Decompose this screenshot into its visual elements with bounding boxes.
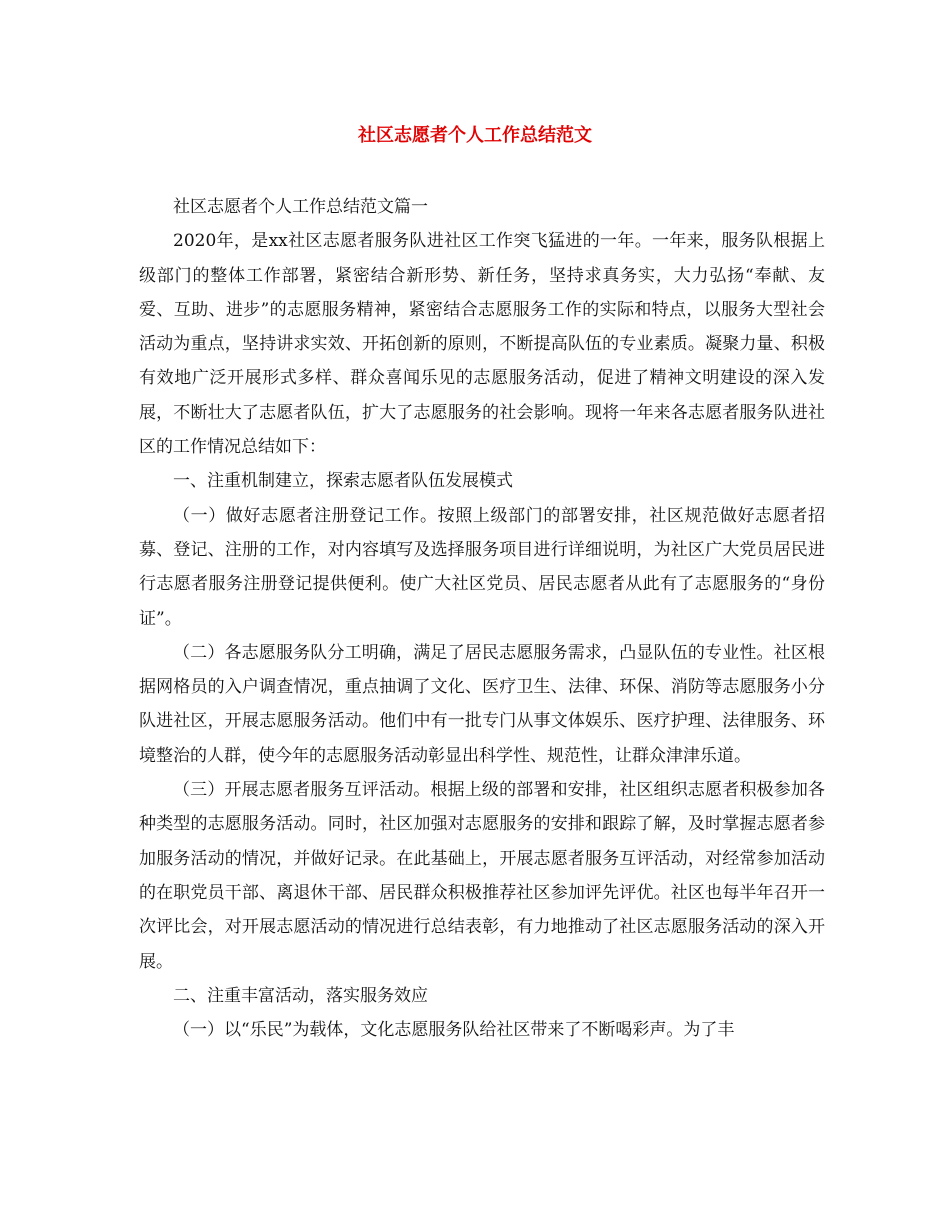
document-body [139,190,825,1047]
section-heading-2: 二、注重丰富活动，落实服务效应 [173,985,428,1006]
paragraph-1-2: （二）各志愿服务队分工明确，满足了居民志愿服务需求，凸显队伍的专业性。社区根据网格员的入户调查情况，重点抽调了文化、医疗卫生、法律、环保、消防等志愿服务小分队进社区，开展志愿服务活动。他们中有一批专门从事文体娱乐、医疗护理、法律服务、环境整治的人群，使今年的志愿服务活动彰显出科学性、规范性，让群众津津乐道。 [139,642,825,766]
intro-paragraph: 2020年，是xx社区志愿者服务队进社区工作突飞猛进的一年。一年来，服务队根据上级部门的整体工作部署，紧密结合新形势、新任务，坚持求真务实，大力弘扬“奉献、友爱、互助、进步”的志愿服务精神，紧密结合志愿服务工作的实际和特点，以服务大型社会活动为重点，坚持讲求实效、开拓创新的原则，不断提高队伍的专业素质。凝聚力量、积极有效地广泛开展形式多样、群众喜闻乐见的志愿服务活动，促进了精神文明建设的深入发展，不断壮大了志愿者队伍，扩大了志愿服务的社会影响。现将一年来各志愿者服务队进社区的工作情况总结如下： [139,231,825,458]
paragraph-2-1: （一）以“乐民”为载体，文化志愿服务队给社区带来了不断喝彩声。为了丰 [173,1020,735,1041]
document-title: 社区志愿者个人工作总结范文 [358,125,592,146]
paragraph-1-1: （一）做好志愿者注册登记工作。按照上级部门的部署安排，社区规范做好志愿者招募、登记、注册的工作，对内容填写及选择服务项目进行详细说明，为社区广大党员居民进行志愿者服务注册登记提供便利。使广大社区党员、居民志愿者从此有了志愿服务的“身份证”。 [139,505,825,629]
subtitle-paragraph: 社区志愿者个人工作总结范文篇一 [173,197,428,217]
section-heading-1: 一、注重机制建立，探索志愿者队伍发展模式 [173,471,513,492]
paragraph-1-3: （三）开展志愿者服务互评活动。根据上级的部署和安排，社区组织志愿者积极参加各种类型的志愿服务活动。同时，社区加强对志愿服务的安排和跟踪了解，及时掌握志愿者参加服务活动的情况，并做好记录。在此基础上，开展志愿者服务互评活动，对经常参加活动的在职党员干部、离退休干部、居民群众积极推荐社区参加评先评优。社区也每半年召开一次评比会，对开展志愿活动的情况进行总结表彰，有力地推动了社区志愿服务活动的深入开展。 [139,780,825,972]
